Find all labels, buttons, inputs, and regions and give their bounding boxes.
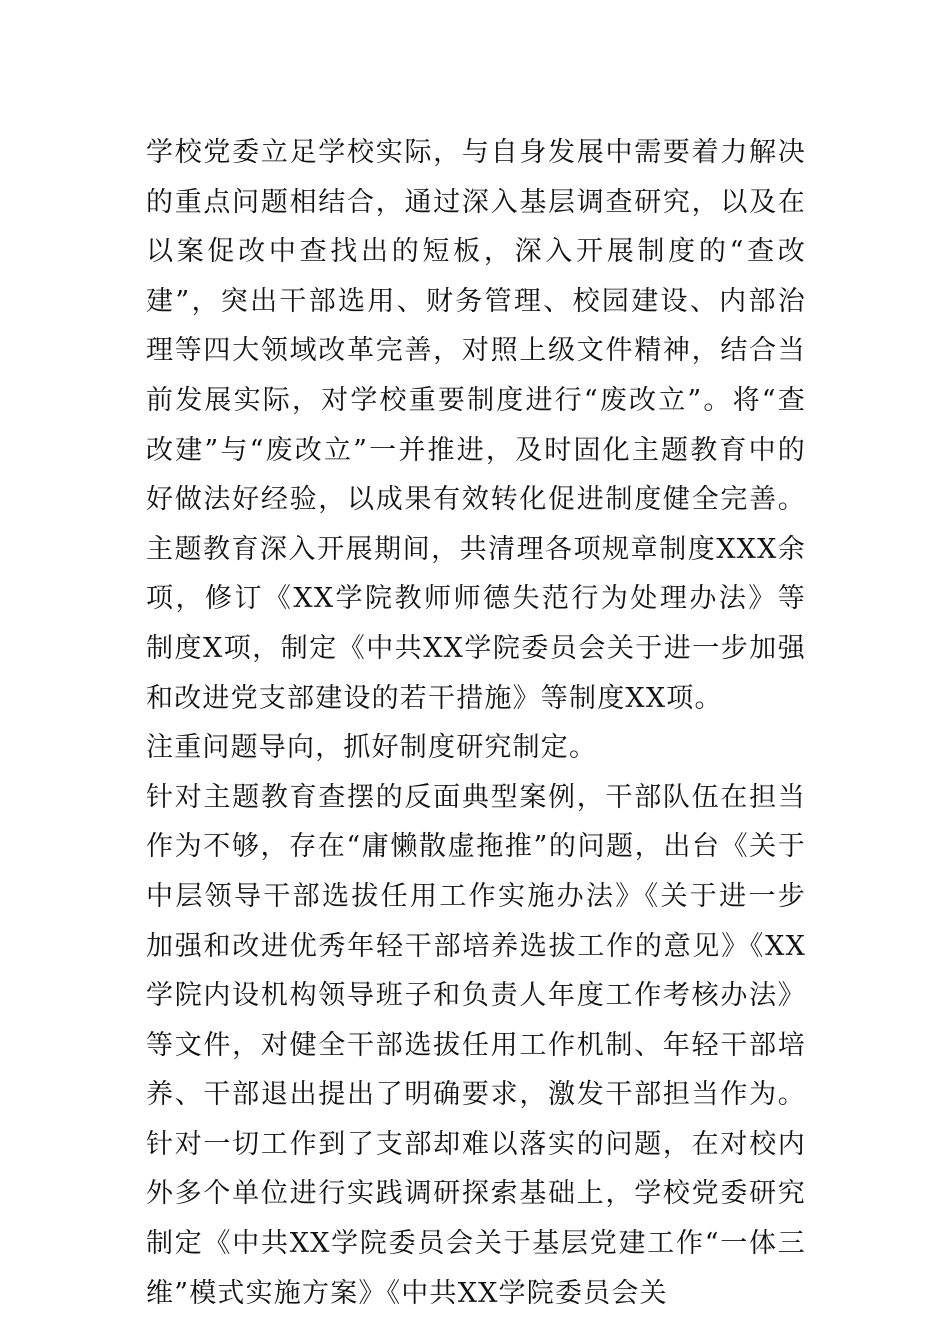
paragraph-cadre-measures: 针对主题教育查摆的反面典型案例，干部队伍在担当作为不够，存在“庸懒散虚拖推”的问题，出台《关于中层领导干部选拔任用工作实施办法》《关于进一步加强和改进优秀年轻干部培养选拔工作的意见》《XX学院内设机构领导班子和负责人年度工作考核办法》等文件，对健全干部选拔任用工作机制、年轻干部培养、干部退出提出了明确要求，激发干部担当作为。针对一切工作到了支部却难以落实的问题，在对校内外多个单位进行实践调研探索基础上，学校党委研究制定《中共XX学院委员会关于基层党建工作“一体三维”模式实施方案》《中共XX学院委员会关 <box>146 781 806 1309</box>
paragraph-system-reform: 学校党委立足学校实际，与自身发展中需要着力解决的重点问题相结合，通过深入基层调查研究，以及在以案促改中查找出的短板，深入开展制度的“查改建”，突出干部选用、财务管理、校园建设、内部治理等四大领域改革完善，对照上级文件精神，结合当前发展实际，对学校重要制度进行“废改立”。将“查改建”与“废改立”一并推进，及时固化主题教育中的好做法好经验，以成果有效转化促进制度健全完善。主题教育深入开展期间，共清理各项规章制度XXX余项，修订《XX学院教师师德失范行为处理办法》等制度X项，制定《中共XX学院委员会关于进一步加强和改进党支部建设的若干措施》等制度XX项。 <box>146 137 806 714</box>
document-body <box>146 128 806 1318</box>
paragraph-heading-problem-oriented: 注重问题导向，抓好制度研究制定。 <box>146 732 598 764</box>
